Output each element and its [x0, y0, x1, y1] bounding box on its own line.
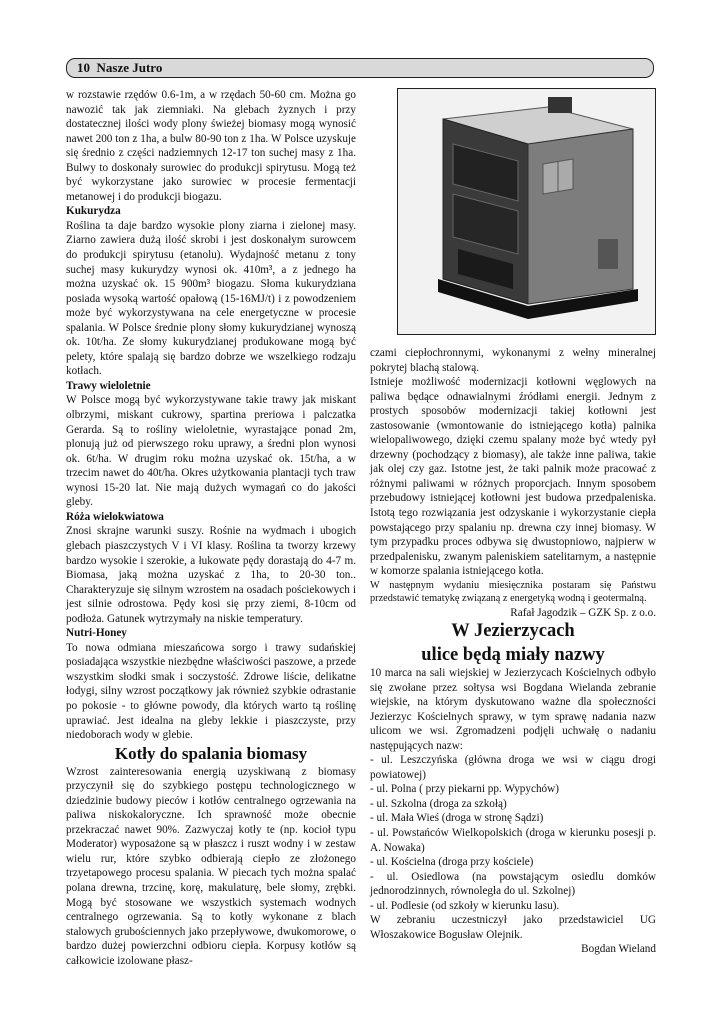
header-label: [77, 60, 162, 76]
boiler-illustration: [398, 89, 654, 333]
street-item: - ul. Polna ( przy piekarni pp. Wypychów): [370, 783, 559, 796]
continuation-paragraph: czami ciepłochronnymi, wykonanymi z wełny mineralnej pokrytej blachą stalową.: [370, 347, 656, 374]
street-item: - ul. Leszczyńska (główna droga we wsi w ciągu drogi powiatowej): [370, 754, 656, 781]
author-signature-1: Rafał Jagodzik – GZK Sp. z o.o.: [510, 606, 656, 619]
section-heading-trawy: Trawy wieloletnie: [66, 379, 151, 392]
street-item: - ul. Mała Wieś (droga w stronę Sądzi): [370, 812, 544, 825]
street-item: - ul. Powstańców Wielkopolskich (droga w kierunku posesji p. A. Nowaka): [370, 827, 656, 854]
street-item: - ul. Szkolna (droga za szkołą): [370, 797, 507, 810]
street-item: - ul. Kościelna (droga przy kościele): [370, 856, 534, 869]
article2-intro: 10 marca na sali wiejskiej w Jezierzycach Kościelnych odbyło się zwołane przez sołtysa wsi Bogdana Wielanda zebranie wiejskie, na którym dyskutowano ważne dla społeczności Jezierzyc Kościelnych sprawy, w tym sprawę nadania nazw ulicom we wsi. Zgromadzeni podjęli uchwałę o nadaniu następujących nazw:: [370, 667, 656, 752]
article2-closing: W zebraniu uczestniczył jako przedstawiciel UG Włoszakowice Bogusław Olejnik.: [370, 914, 656, 941]
page-header: [66, 58, 654, 78]
nutri-paragraph: To nowa odmiana mieszańcowa sorgo i trawy sudańskiej posiadająca wszystkie niezbędne właściwości paszowe, a przede wszystkim słodki smak i soczystość. Zdrowe liście, delikatne łodygi, silny wzrost początkowy jak również szybkie odrastanie po pokosie - to główne powody, dla których warto tą roślinę uprawiać. Jest idealna na gleby lekkie i piaszczyste, przy niedoborach wody w glebie.: [66, 641, 356, 742]
modernization-paragraph: Istnieje możliwość modernizacji kotłowni węglowych na paliwa będące odnawialnymi źródłami energii. Jednym z prostych sposobów modernizacji takiej kotłowni jest zastosowanie (wmontowanie do istniejącego kotła) palnika wielopaliwowego, dzięki czemu spalany może być wtedy pył drzewny (pochodzący z biomasy), ale także inne paliwa, takie jak olej czy gaz. Istotne jest, że taki palnik może pracować z różnymi paliwami w różnych proporcjach. Innym sposobem przebudowy istniejącej kotłowni jest budowa przedpaleniska. Istotą tego rozwiązania jest odzyskanie i wykorzystanie ciepła powstającego przy spalaniu np. drewna czy innej biomasy. W tym przypadku proces odbywa się dwustopniowo, najpierw w przedpalenisku, zwanym paleniskiem satelitarnym, a następnie w komorze spalania istniejącego kotła.: [370, 376, 656, 578]
street-item: - ul. Podlesie (od szkoły w kierunku lasu).: [370, 899, 560, 912]
article-title-jezierzyce: [370, 619, 656, 667]
section-heading-nutri: Nutri-Honey: [66, 627, 127, 640]
section-heading-roza: Róża wielokwiatowa: [66, 510, 164, 523]
page-number: 10: [77, 60, 90, 75]
author-signature-2: Bogdan Wieland: [581, 943, 656, 956]
intro-paragraph: w rozstawie rzędów 0.6-1m, a w rzędach 50-60 cm. Można go nawozić tak jak ziemniaki. Na glebach żyznych i przy dostatecznej ilości wody plony świeżej biomasy mogą wynosić nawet 200 ton z 1ha, a bulw 80-90 ton z 1ha. W Polsce uzyskuje się średnio z części nadziemnych 12-17 ton suchej masy z 1ha. Bulwy to doskonały surowiec do produkcji spirytusu. Mogą też być wykorzystane jako surowiec w procesie fermentacji metanowej i do produkcji biogazu.: [66, 89, 356, 203]
left-column: [66, 88, 356, 968]
right-column: [370, 346, 656, 620]
jezierzyce-article: [370, 666, 656, 957]
kukurydza-paragraph: Roślina ta daje bardzo wysokie plony ziarna i zielonej masy. Ziarno zawiera dużą ilość skrobi i jest doskonałym surowcem do produkcji spirytusu (etanolu). Wydajność metanu z tony suchej masy kukurydzy wynosi ok. 410m³, a z jednego ha można uzyskać ok. 15 900m³ biogazu. Słoma kukurydziana posiada wysoką wartość opałową (15-16MJ/t) i z powodzeniem może być wykorzystywana na cele energetyczne w procesie spalania. W Polsce średnie plony słomy kukurydzianej wynoszą ok. 10t/ha. Ze słomy kukurydzianej produkowane mogą być pelety, które spalają się bardzo dobrze we wszelkiego rodzaju kotłach.: [66, 219, 356, 378]
title-line-1: W Jezierzycach: [451, 621, 575, 641]
roza-paragraph: Znosi skrajne warunki suszy. Rośnie na wydmach i ubogich glebach piaszczystych V i VI klasy. Roślina ta tworzy krzewy bardzo wysokie i szerokie, a łukowate pędy dorastają do 4-7 m. Biomasa, jaką można uzyskać z 1ha, to 20-30 ton.. Charakteryzuje się silnym wzrostem na osadach pościekowych i jest silnie odrostowa. Pędy kosi się przy ziemi, 8-10cm od podłoża. Gatunek wytrzymały na niskie temperatury.: [66, 525, 356, 625]
title-line-2: ulice będą miały nazwy: [421, 645, 605, 665]
magazine-title: Nasze Jutro: [96, 60, 163, 75]
kotly-paragraph: Wzrost zainteresowania energią uzyskiwaną z biomasy przyczynił się do szybkiego postępu technologicznego w dziedzinie budowy pieców i kotłów centralnego ogrzewania na paliwa niskokaloryczne. Ich sprawność może obecnie przekraczać nawet 90%. Zazwyczaj kotły te (np. kocioł typu Moderator) wyposażone są w płaszcz i ruszt wodny i w zestaw wielu rur, które szybko odbierają ciepło ze złożonego trzyetapowego procesu spalania. W piecach tych można spalać polana drewna, trzcinę, korę, makulaturę, bele słomy, zrębki. Mogą być stosowane we wszystkich systemach wodnych centralnego ogrzewania. Są to kotły wykonane z blach stalowych grubościennych jako przepływowe, dwukomorowe, o bardzo dużej powierzchni odbioru ciepła. Korpusy kotłów są całkowicie izolowane płasz-: [66, 765, 356, 967]
street-item: - ul. Osiedlowa (na powstającym osiedlu domków jednorodzinnych, równoległa do ul. Szkolnej): [370, 870, 656, 898]
boiler-photo: [397, 88, 656, 335]
section-heading-kukurydza: Kukurydza: [66, 205, 121, 218]
trawy-paragraph: W Polsce mogą być wykorzystywane takie trawy jak miskant olbrzymi, miskant cukrowy, spartina preriowa i palczatka Gerarda. Są to rośliny wieloletnie, wyrastające ponad 2m, plonują już od pierwszego roku uprawy, a średni plon wynosi ok. 6t/ha. W drugim roku można uzyskać ok. 15t/ha, a w trzecim nawet do 40t/ha. Okres użytkowania plantacji tych traw wynosi 15-20 lat. Nie mają dużych wymagań co do jakości gleby.: [66, 394, 356, 509]
article-title-kotly: Kotły do spalania biomasy: [114, 743, 308, 763]
editor-note: W następnym wydaniu miesięcznika postaram się Państwu przedstawić tematykę związaną z energetyką wodną i geotermalną.: [370, 579, 656, 605]
